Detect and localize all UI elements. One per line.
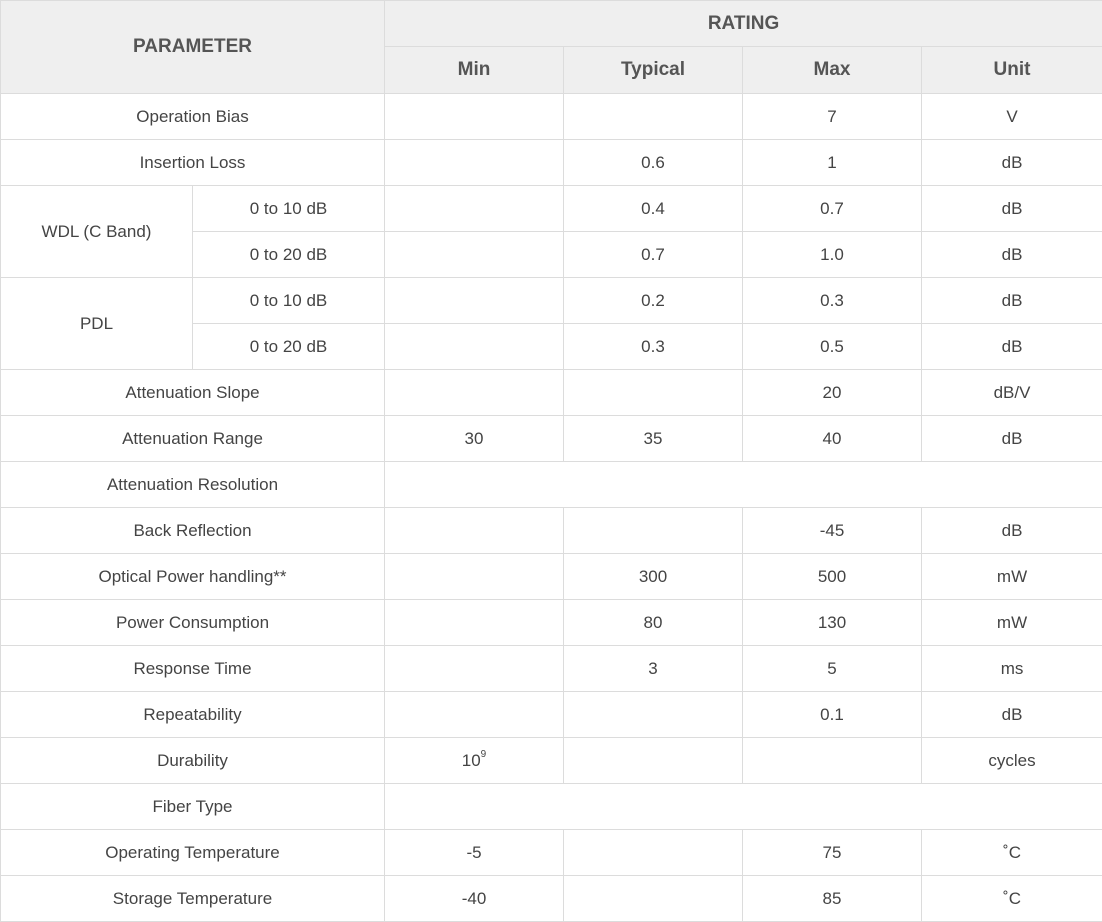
max-cell: 5 [743, 646, 922, 692]
typical-cell: 0.6 [564, 140, 743, 186]
max-cell: 130 [743, 600, 922, 646]
unit-cell: mW [922, 600, 1102, 646]
min-cell [385, 370, 564, 416]
sub-label: 0 to 20 dB [193, 324, 385, 370]
table-row [1, 278, 1102, 324]
typical-cell [564, 508, 743, 554]
typical-cell: 35 [564, 416, 743, 462]
typical-cell: 80 [564, 600, 743, 646]
typical-cell [564, 830, 743, 876]
unit-cell: dB [922, 140, 1102, 186]
max-cell: -45 [743, 508, 922, 554]
row-label: Durability [1, 738, 385, 784]
table-row [1, 508, 1102, 554]
max-cell [743, 738, 922, 784]
table-row [1, 876, 1102, 922]
typical-cell: 0.3 [564, 324, 743, 370]
min-cell [385, 554, 564, 600]
table-row [1, 462, 1102, 508]
row-label: Repeatability [1, 692, 385, 738]
unit-cell: dB [922, 232, 1102, 278]
unit-cell: dB [922, 186, 1102, 232]
row-label: Response Time [1, 646, 385, 692]
min-cell [385, 324, 564, 370]
header-min: Min [385, 47, 564, 94]
max-cell: 0.3 [743, 278, 922, 324]
unit-cell: cycles [922, 738, 1102, 784]
max-cell: 85 [743, 876, 922, 922]
row-label: Power Consumption [1, 600, 385, 646]
min-cell [385, 738, 564, 784]
row-label: Operation Bias [1, 94, 385, 140]
min-cell [385, 186, 564, 232]
typical-cell [564, 738, 743, 784]
typical-cell: 3 [564, 646, 743, 692]
table-row [1, 416, 1102, 462]
header-unit: Unit [922, 47, 1102, 94]
unit-cell: ˚C [922, 876, 1102, 922]
header-max: Max [743, 47, 922, 94]
row-label: Fiber Type [1, 784, 385, 830]
header-parameter: PARAMETER [1, 1, 385, 94]
min-cell [385, 140, 564, 186]
unit-cell: dB [922, 278, 1102, 324]
max-cell: 1 [743, 140, 922, 186]
table-row [1, 830, 1102, 876]
typical-cell: 0.2 [564, 278, 743, 324]
merged-value-cell [385, 784, 1102, 830]
max-cell: 40 [743, 416, 922, 462]
max-cell: 1.0 [743, 232, 922, 278]
sub-label: 0 to 10 dB [193, 186, 385, 232]
table-row [1, 738, 1102, 784]
table-row [1, 784, 1102, 830]
unit-cell: dB/V [922, 370, 1102, 416]
header-typical: Typical [564, 47, 743, 94]
unit-cell: ˚C [922, 830, 1102, 876]
max-cell: 500 [743, 554, 922, 600]
min-cell [385, 600, 564, 646]
min-cell: 30 [385, 416, 564, 462]
row-label: Optical Power handling** [1, 554, 385, 600]
header-rating: RATING [385, 1, 1102, 47]
unit-cell: dB [922, 692, 1102, 738]
typical-cell: 0.7 [564, 232, 743, 278]
row-label: Operating Temperature [1, 830, 385, 876]
min-cell [385, 94, 564, 140]
table-row [1, 186, 1102, 232]
unit-cell: ms [922, 646, 1102, 692]
unit-cell: mW [922, 554, 1102, 600]
unit-cell: dB [922, 508, 1102, 554]
row-label: Storage Temperature [1, 876, 385, 922]
unit-cell: V [922, 94, 1102, 140]
min-cell [385, 278, 564, 324]
typical-cell [564, 370, 743, 416]
min-cell: -5 [385, 830, 564, 876]
row-label: Back Reflection [1, 508, 385, 554]
max-cell: 0.1 [743, 692, 922, 738]
table-row [1, 94, 1102, 140]
sub-label: 0 to 20 dB [193, 232, 385, 278]
table-row [1, 692, 1102, 738]
row-label: Attenuation Resolution [1, 462, 385, 508]
durability-exponent: 9 [480, 748, 487, 760]
typical-cell [564, 692, 743, 738]
row-label: Attenuation Slope [1, 370, 385, 416]
row-label: Insertion Loss [1, 140, 385, 186]
min-cell [385, 232, 564, 278]
durability-base: 10 [461, 750, 481, 770]
max-cell: 0.5 [743, 324, 922, 370]
min-cell: -40 [385, 876, 564, 922]
table-row [1, 140, 1102, 186]
merged-value-cell [385, 462, 1102, 508]
table-row [1, 646, 1102, 692]
table-row [1, 554, 1102, 600]
header-row-1 [1, 1, 1102, 47]
max-cell: 0.7 [743, 186, 922, 232]
table-row [1, 600, 1102, 646]
row-label: Attenuation Range [1, 416, 385, 462]
typical-cell: 300 [564, 554, 743, 600]
max-cell: 7 [743, 94, 922, 140]
row-label: PDL [1, 278, 193, 370]
unit-cell: dB [922, 324, 1102, 370]
max-cell: 20 [743, 370, 922, 416]
typical-cell [564, 94, 743, 140]
sub-label: 0 to 10 dB [193, 278, 385, 324]
unit-cell: dB [922, 416, 1102, 462]
typical-cell [564, 876, 743, 922]
max-cell: 75 [743, 830, 922, 876]
typical-cell: 0.4 [564, 186, 743, 232]
row-label: WDL (C Band) [1, 186, 193, 278]
min-cell [385, 692, 564, 738]
min-cell [385, 646, 564, 692]
min-cell [385, 508, 564, 554]
table-row [1, 370, 1102, 416]
